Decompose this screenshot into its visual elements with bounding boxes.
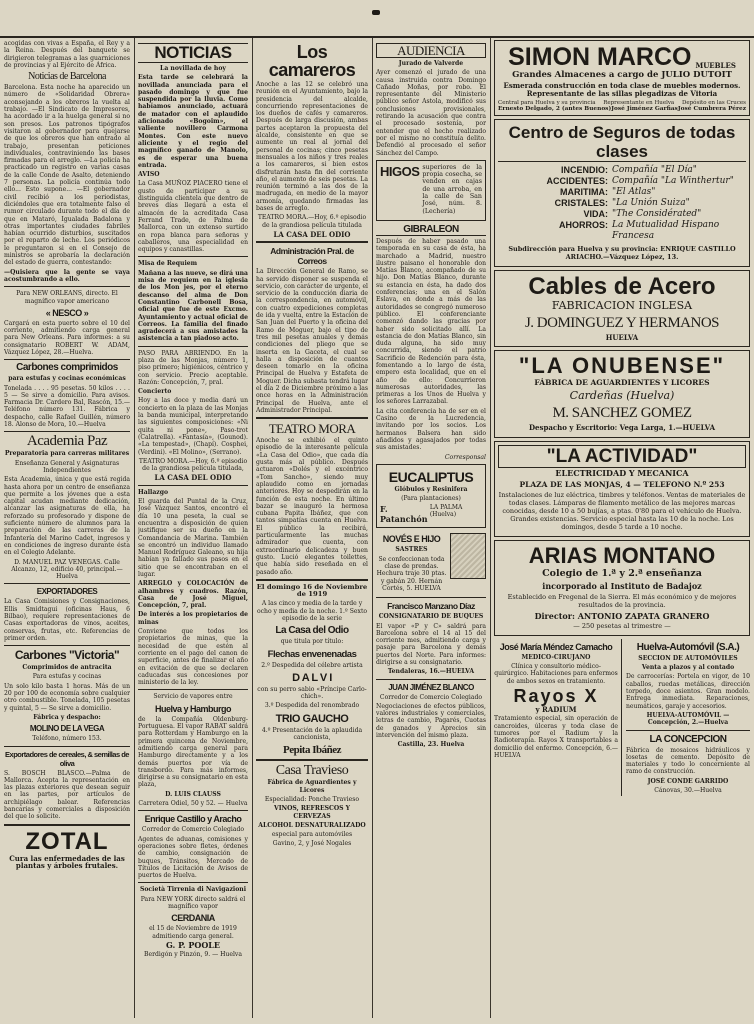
simon-title-row bbox=[498, 44, 746, 70]
simon-addr3: Depósito en las Cruces bbox=[681, 100, 746, 106]
huelva-auto-sub: SECCION DE AUTOMÓVILES bbox=[638, 654, 738, 662]
actividad-title: "LA ACTIVIDAD" bbox=[498, 445, 746, 468]
eucaliptus-addr: LA PALMA (Huelva) bbox=[429, 504, 463, 519]
victoria-addr: MOLINO DE LA VEGA bbox=[29, 724, 105, 734]
divider bbox=[138, 689, 248, 690]
column-1 bbox=[4, 40, 130, 1018]
concepcion-body: Fábrica de mosaicos hidráulicos y losetas de cemento. Depósito de materiales y todo lo concerniente al ramo de construcción. bbox=[626, 746, 750, 776]
flechas: Flechas envenenadas bbox=[267, 648, 357, 660]
travieso-sub3: VINOS, REFRESCOS Y CERVEZAS bbox=[273, 805, 351, 820]
hallazgo-head: Hallazgo bbox=[138, 488, 169, 496]
divider bbox=[256, 417, 368, 419]
trio-sub: 3.º Despedida del renombrado bbox=[264, 702, 360, 710]
manzano-sub: CONSIGNATARIO DE BUQUES bbox=[378, 613, 484, 621]
concepcion-name: JOSÉ CONDE GARRIDO bbox=[647, 777, 729, 785]
seguros-row-company: "The Considérated" bbox=[612, 209, 702, 219]
seguros-row-type: ACCIDENTES: bbox=[546, 176, 608, 186]
orleans-text: Para NEW ORLEANS, directo. El magnífico vapor americano bbox=[16, 290, 118, 305]
exportadores-body: La Casa Comisiones y Consignaciones, Ellis Smidtagui (oficinas Haus, 6 Bilbao), requiere representaciones de Casas exportadoras de vinos, aceites, conservas, frutas, etc. Referencias de primer orden. bbox=[4, 598, 130, 642]
arias-body: Establecido en Fregenal de la Sierra. El más económico y de mejores resultados de la provincia. bbox=[507, 592, 737, 609]
castillo-body: Agentes de aduanas, comisiones y operaciones sobre fletes, órdenes de cambio, consignación de buques, Tránsitos, Mercado de Títulos de Licitación de Avisos de puertos de Huelva. bbox=[138, 835, 248, 880]
simon-street: Ernesto Delgado, 2 (antes Buenos) bbox=[498, 106, 612, 112]
academia-title: Academia Paz bbox=[26, 433, 108, 450]
arias-sub2: incorporado al Instituto de Badajoz bbox=[542, 580, 702, 591]
navegacion-sub: Para NEW YORK directo saldrá el magnífico vapor bbox=[140, 895, 246, 910]
exportadores2-title: Exportadores de cereales, & semillas de oliva bbox=[5, 749, 129, 768]
huelva-auto-ad bbox=[626, 639, 750, 796]
barcelona-quote: —Quisiera que la gente se vaya acostumbrando a ello. bbox=[4, 268, 130, 283]
simon-addr2: Representante en Huelva bbox=[603, 100, 675, 106]
domingo-head: El domingo 16 de Noviembre de 1919 bbox=[256, 582, 368, 599]
camareros-title: Los camareros bbox=[268, 42, 356, 80]
eucaliptus-title: EUCALIPTUS bbox=[388, 468, 474, 485]
seguros-footer: Subdirección para Huelva y su provincia: ENRIQUE CASTILLO ARIACHO.—Vázquez López, 13. bbox=[508, 245, 736, 261]
ship-name: « NESCO » bbox=[45, 307, 89, 318]
simon-body: Esmerada construcción en toda clase de muebles modernos. Representante de las sillas plegadizas de Vitoria bbox=[503, 81, 741, 98]
domingo-film: La Casa del Odio bbox=[275, 625, 349, 637]
onubense-title: "LA ONUBENSE" bbox=[518, 353, 726, 379]
eucaliptus-sub2: (Para plantaciones) bbox=[401, 495, 461, 503]
onubense-sub: FÁBRICA DE AGUARDIENTES Y LICORES bbox=[534, 378, 710, 388]
victoria-sub2: Para estufas y cocinas bbox=[32, 673, 102, 681]
audiencia-body: Ayer comenzó el jurado de una causa instruida contra Domingo Cañado Moñas, por robo. El representante del Ministerio público señor Astola, modificó sus conclusiones provisionales, retirando la acusación que contra el procesado sostenía, por entender que el hecho realizado por el mismo no constituía delito. Defendió al procesado el señor Sánchez del Campo. bbox=[376, 69, 486, 157]
mendez-ad bbox=[494, 639, 622, 796]
divider bbox=[376, 679, 486, 680]
arias-title: ARIAS MONTANO bbox=[528, 542, 716, 568]
seguros-row-company: Compañía "El Día" bbox=[612, 165, 697, 175]
eucaliptus-row bbox=[380, 504, 482, 524]
seguros-row-type: AHORROS: bbox=[559, 220, 608, 230]
mendez-title: José María Méndez Camacho bbox=[499, 641, 613, 652]
concepcion-addr: Cánovas, 30.—Huelva bbox=[654, 787, 722, 795]
navegacion-body: el 15 de Noviembre de 1919 admitiendo carga general. bbox=[149, 925, 237, 940]
hamburg-head: Servicio de vapores entre bbox=[153, 693, 233, 701]
divider bbox=[626, 730, 750, 731]
simon-person: José Jiménez Garfias bbox=[611, 106, 678, 112]
zotal-title: ZOTAL bbox=[25, 827, 109, 855]
travieso-sub2: Especialidad: Ponche Travieso bbox=[264, 795, 360, 803]
divider bbox=[4, 431, 130, 432]
divider bbox=[138, 485, 248, 486]
simon-title: SIMON MARCO bbox=[508, 43, 692, 71]
concepcion-title: LA CONCEPCION bbox=[649, 733, 727, 745]
divider bbox=[4, 746, 130, 747]
exportadores2-body: S. BOSCH BLASCO.—Palma de Mallorca. Acepta la representación en las plazas exteriores que desean seguir en las partes, por artículos de archipiélago balear. Referencias bancarias y comerciales a disposición del que lo solicite. bbox=[4, 769, 130, 821]
gibraleon-title: GIBRALEON bbox=[376, 224, 486, 236]
seguros-row-company: "La Unión Suiza" bbox=[612, 198, 690, 208]
interes-body: Conviene que todos los propietarios de minas, que la necesidad de que estén al corriente en el pago del canon de superficie, antes de finalizar el año en evitación de que se declaren caducadas sus concesiones por ministerio de la ley. bbox=[138, 628, 248, 687]
divider bbox=[4, 645, 130, 646]
aviso-body: La Casa MUÑOZ PIACERO tiene el gusto de participar a su distinguida clientela que dentro de breves días llegará a esta el almacén de la acreditada Casa Ferrand Trade, de Palma de Mallorca, con un extenso surtido en ropa blanca para señoras y caballeros, una especialidad en equipos y canastillas. bbox=[138, 180, 248, 254]
manzano-title: Francisco Manzano Díaz bbox=[387, 601, 475, 612]
column-4 bbox=[376, 40, 486, 1018]
carbones-sub: para estufas y cocinas económicas bbox=[8, 375, 126, 383]
simon-person-row bbox=[498, 106, 746, 112]
cables-sub: FABRICACION INGLESA bbox=[551, 299, 693, 312]
manzano-body: El vapor «P y C» saldrá para Barcelona sobre el 14 al 15 del corriente mes, admitiendo carga y pasaje para Barcelona y demás puertos del Norte. Para informes: dirigirse a su consignatario. bbox=[376, 622, 486, 666]
navegacion-title: Società Tirrenia di Navigazioni bbox=[139, 886, 247, 894]
column-2 bbox=[138, 40, 248, 1018]
gibraleon-sign: Corresponsal bbox=[444, 453, 486, 461]
academia-sub2: Enseñanza General y Asignaturas Independientes bbox=[14, 459, 120, 474]
column-rule bbox=[252, 38, 253, 1018]
rayos: Rayos X bbox=[513, 686, 599, 707]
seguros-rows bbox=[498, 165, 746, 242]
bottom-ads-row bbox=[494, 639, 750, 796]
academia-body: Esta Academia, única y que está regida hasta ahora por un centro de enseñanza que permite a los jóvenes que a esta capital acudan mediante dedicación, alcanzar las asignaturas de ella, ha reforzado su profesorado y dispone de suficiente número de alumnos para la preparación de las carreras de la Infantería del Marino Cadet, ingresos y en condiciones de ingreso durante ésta en el Colegio Adelante. bbox=[4, 476, 130, 557]
seguros-title: Centro de Seguros de todas clases bbox=[498, 123, 746, 162]
arias-director: Director: ANTONIO ZAPATA GRANERO bbox=[534, 610, 710, 621]
manzano-addr: Tendaleras, 16.—HUELVA bbox=[387, 668, 475, 676]
teatro-film: LA CASA DEL ODIO bbox=[273, 229, 351, 239]
eucaliptus-sub: Glóbulos y Resinifera bbox=[394, 485, 468, 493]
academia-sub: Preparatoria para carreras militares bbox=[4, 450, 130, 458]
teatro-film: LA CASA DEL ODIO bbox=[154, 473, 232, 483]
onubense-ad bbox=[494, 350, 750, 437]
cables-ad bbox=[494, 270, 750, 347]
seguros-row bbox=[498, 176, 746, 187]
travieso-sub: Fábrica de Aguardientes y Licores bbox=[267, 779, 357, 794]
eucaliptus-name: F. Patanchón bbox=[380, 504, 428, 525]
orleans-body: Cargará en esta puerto sobre el 10 del corriente, admitiendo carga general para New Orleans. Para informes: a su consignatario ROBERT W. ADAM, Vázquez López, 28.—Huelva. bbox=[4, 319, 130, 356]
huelva-auto-sub2: Venta a plazos y al contado bbox=[641, 664, 735, 672]
navegacion-agent: G. P. POOLE bbox=[165, 939, 221, 950]
simon-sub: Grandes Almacenes a cargo de JULIO DUTOIT bbox=[512, 70, 732, 80]
arias-ad bbox=[494, 540, 750, 636]
hallazgo-body: El guarda del Puntal de la Cruz, José Vázquez Santos, encontró el día 10 una peseta, la cual se encuentra a disposición de quien justifique ser su dueño en la Comandancia de Marina. También se encontró un individuo llamado Manuel Rodríguez Galeano, su hija habían ya fallado sus pasos en el sitio que se encontraban en el lugar. bbox=[138, 498, 248, 578]
column-3 bbox=[256, 40, 368, 1018]
correos-title: Administración Pral. de Correos bbox=[270, 246, 354, 267]
concierto-body: Hoy a las doce y media dará un concierto en la plaza de las Monjas la banda municipal, interpretando las siguientes composiciones: «Ni quita ni pone», Paso-trot (Calatrella). «Fantasía», (Gounod). «La tempestad», (Chapí). Cosphei, (Verdini). «El Molino», (Serrano). bbox=[138, 397, 248, 456]
page-header bbox=[0, 0, 754, 38]
seguros-row bbox=[498, 198, 746, 209]
audiencia-title: AUDIENCIA bbox=[376, 43, 486, 58]
onubense-city: Cardeñas (Huelva) bbox=[569, 389, 675, 403]
actividad-ad bbox=[494, 441, 750, 537]
hijo-title: NOVÉS E HIJO bbox=[382, 534, 441, 545]
blanco-body: Negociaciones de efectos públicos, valores industriales y comerciales, letras de cambio, Pagarés, Cuotas de ganados y Aprecios sin intervención del mismo plaza. bbox=[376, 702, 486, 740]
seguros-row-type: CRISTALES: bbox=[554, 198, 608, 208]
gibraleon-body: Después de haber pasado una temporada en su casa de ésta, ha marchado a Madrid, nuestro ilustre paisano el honorable don Matías Blanco, acompañado de su hijo. Don Matías Blanco, durante su estancia en ésta, ha dado dos conferencias; una en el Salón Eslava, en donde a más de las autoridades se congregó numeroso público. El conferenciante comenzó dando las gracias por haber sido solicitado allí. La estancia de don Matías Blanco, sin duda alguna, ha sido muy concurrida, siendo el patrio Sacrificio de Redención para ésta, fomentando a lo largo de ésta, empero esta localidad, que en el año de ello: Concurrieron numerosas autoridades, las primeras a los Unos de Huelva y los señores Larrazabal. bbox=[376, 237, 486, 406]
mendez-body: Clínica y consultorio médico-quirúrgico. Habitaciones para enfermos de ambos sexos en tratamiento. bbox=[494, 663, 618, 685]
higos-body: superiores de la propia cosecha, se venden en cajas de una arroba, en la calle de San José, núm. 8. (Lechería) bbox=[422, 163, 482, 215]
seguros-row-company: La Mutualidad Hispano Francesa bbox=[612, 220, 720, 241]
seguros-row-company: "El Atlas" bbox=[612, 187, 656, 197]
correos-body: La Dirección General de Ramo, se ha servido disponer se suspenda el servicio, con carácter de urgente, el servicio de la conducción diaria de la correspondencia, en automóvil, con cuatro expediciones completas de ida y vuelta, entre la Estación de San Juan del Puerto y la oficina del Ramo de Moguer, bajo el tipo de tres mil pesetas anuales y demás condiciones del pliego que se inserta en la Gaceta, el cual se halla a disposición de cuantos deseen tomarlo en la oficina Principal de Huelva y Estafeta de Moguer. Dicha subasta tendrá lugar el día 2 de Diciembre próximo a las once horas en la Administración Principal de Huelva, ante el Administrador Principal. bbox=[256, 268, 368, 414]
divider bbox=[4, 583, 130, 584]
hamburg-body: de la Compañía Oldenburg-Portuguesa. El vapor RABAT saldrá para Rotterdam y Hamburgo en la primera quincena de Noviembre, admitiendo carga general para Hamburgo directamente y a los demás puertos por vía de transbordo. Para más informes, dirigirse a su consignatario en esta plaza, bbox=[138, 715, 248, 789]
flechas-sub: 2.º Despedida del célebre artista bbox=[261, 661, 363, 669]
blanco-addr: Castilla, 23. Huelva bbox=[397, 741, 465, 749]
huelva-auto-addr: HUELVA-AUTOMÓVIL — Concepción, 2.—Huelva bbox=[646, 711, 730, 727]
victoria-title: Carbones "Victoria" bbox=[14, 648, 120, 663]
onubense-addr: Despacho y Escritorio: Vega Larga, 1.—HUELVA bbox=[528, 423, 715, 433]
arias-sub: Colegio de 1.ª y 2.ª enseñanza bbox=[542, 567, 702, 579]
travieso-addr: Gavino, 2, y José Nogales bbox=[272, 840, 352, 848]
hamburg-title: Huelva y Hamburgo bbox=[154, 703, 232, 714]
aviso-head: AVISO bbox=[138, 171, 160, 179]
concierto-head: Concierto bbox=[138, 388, 172, 396]
divider bbox=[4, 286, 130, 287]
divider bbox=[256, 759, 368, 761]
domingo-body2: que titula por título: bbox=[280, 638, 344, 646]
column-rule bbox=[134, 38, 135, 1018]
trio-sub2: 4.º Presentación de la aplaudida cancionista, bbox=[261, 726, 363, 742]
actividad-addr: PLAZA DE LAS MONJAS, 4 — TELEFONO N.º 253 bbox=[519, 479, 725, 489]
navegacion-ship: CERDANIA bbox=[171, 913, 215, 924]
seguros-row-type: INCENDIO: bbox=[561, 165, 608, 175]
dalvi-sub: con su perro sabio «Príncipe Carlo-chich». bbox=[257, 685, 367, 701]
domingo-body: A las cinco y media de la tarde y ocho y media de la noche. 1.º Sexto episodio de la serie bbox=[256, 600, 368, 622]
cables-name: J. DOMINGUEZ Y HERMANOS bbox=[524, 315, 720, 331]
teatro2-title: TEATRO MORA bbox=[268, 421, 356, 437]
actividad-body: Instalaciones de luz eléctrica, timbres y teléfonos. Ventas de materiales de todas clases. Lámparas de filamento metálico de las mejores marcas conocidas, desde 10 a 50 bujías, a ptas. 0'80 para el vehículo de Huelva. Grandes existencias. Servicio especial hasta las 10 de la noche. Los domingos, desde 5 tarde a 10 noche. bbox=[498, 490, 746, 531]
blanco-title: JUAN JIMÉNEZ BLANCO bbox=[388, 682, 474, 692]
zotal-sub: Cura las enfermedades de las plantas y árboles frutales. bbox=[9, 853, 125, 870]
divider bbox=[138, 882, 248, 883]
novillada-body: Esta tarde se celebrará la novillada anunciada para el pasado domingo y que fue suspendida por la lluvia. Como habíamos anunciado, actuará de matador con el aplaudido aficionado «Bogoim», el valiente novillero Carmona Montes. Con este nuevo aliciente y el regio del magnífico ganado de Manolo, es de esperar una buena entrada. bbox=[138, 74, 248, 169]
hijo-text bbox=[376, 531, 447, 594]
barcelona-title: Noticias de Barcelona bbox=[28, 71, 106, 83]
teatro-head: TEATRO MORA.—Hoy, 6.º episodio de la grandiosa película titulada bbox=[257, 214, 367, 229]
mendez-sub: MEDICO-CIRUJANO bbox=[521, 653, 591, 661]
column-rule bbox=[372, 38, 373, 1018]
travieso-sub4: ALCOHOL DESNATURALIZADO bbox=[258, 821, 366, 829]
castillo-title: Enrique Castillo y Aracho bbox=[144, 814, 242, 825]
seguros-ad bbox=[494, 119, 750, 267]
carbones-title: Carbones comprimidos bbox=[16, 362, 118, 374]
travieso-sub5: especial para automóviles bbox=[271, 831, 353, 839]
victoria-sub: Comprimidos de antracita bbox=[22, 664, 112, 672]
camareros-body: Anoche a las 12 se celebró una reunión en el Ayuntamiento, bajo la presidencia del alcalde, concurriendo representaciones de los dueños de cafés y camareros. Después de larga discusión, ambas partes aceptaron la propuesta del alcalde, consistente en que se aumente un real al jornal del personal de cocinas; cinco pesetas mensuales a los niños y tres reales a los camareros, si bien estos disfrutarán hasta fin del corriente año, el aumento de seis pesetas. La reunión terminó a las dos de la madrugada, en medio de la mayor armonía, quedando firmadas las bases de arreglo. bbox=[256, 81, 368, 213]
arias-price: — 250 pesetas al trimestre — bbox=[573, 621, 671, 630]
requiem-body: Mañana a las nueve, se dirá una misa de requiem en la iglesia de los Mon jes, por el eterno descanso del alma de Don Constantino Carbonell Bosa, oficial que fue de este Excmo. Ayuntamiento y actual oficial de Correos. La familia del finado agradecerá a sus amistades la asistencia a tan piadoso acto. bbox=[138, 269, 248, 343]
onubense-name: M. SANCHEZ GOMEZ bbox=[552, 405, 692, 422]
simon-ad bbox=[494, 40, 750, 116]
actividad-sub: ELECTRICIDAD Y MECANICA bbox=[555, 467, 689, 478]
simon-muebles: MUEBLES bbox=[695, 61, 736, 70]
huelva-auto-title: Huelva-Automóvil (S.A.) bbox=[636, 641, 740, 653]
intro-text: acogidas con vivas a España, el Rey y a la Reina. Después del banquete se dirigieron telegramas a las guarniciones de provincias y al Ejército de África. bbox=[4, 40, 130, 69]
carbones-body: Tonelada . . . . 95 pesetas. 50 kilos . . . . 5 — Se sirve a domicilio. Para avisos. Farmacia Dr. Cardero Bal, Rascón, 15.—Teléfono número 131. Fábrica y despacho, calle Rafael Guillén, número 18. Alonso de Mora, 10.—Huelva bbox=[4, 384, 130, 429]
higos-ad bbox=[376, 160, 486, 221]
simon-addr1: Central para Huelva y su provincia bbox=[498, 100, 596, 106]
blanco-sub: Corredor de Comercio Colegiado bbox=[379, 693, 483, 701]
seguros-row-type: VIDA: bbox=[583, 209, 608, 219]
pepita: Pepita Ibáñez bbox=[283, 744, 341, 757]
hijo-body: Se confeccionan toda clase de prendas. Hechura traje 30 ptas. y gabán 20. Hernán Cortés, 5. HUELVA bbox=[376, 555, 447, 592]
column-5 bbox=[494, 40, 750, 1018]
column-rule bbox=[490, 38, 491, 1018]
hamburg-agent: D. LUIS CLAUSS bbox=[165, 790, 221, 798]
interes-head: De interés a los propietarios de minas bbox=[138, 611, 248, 626]
seguros-row bbox=[498, 187, 746, 198]
huelva-auto-body: De carrocerías: Portela en vigor, de 10 caballos, ruedas metálicas, dirección torpedo, doce asientos. Gran modelo. Entrega inmediata. Reparaciones, neumáticos, garaje y accesorios. bbox=[626, 673, 750, 710]
audiencia-sub: Jurado de Valverde bbox=[398, 60, 464, 67]
barcelona-text: Barcelona. Esta noche ha aparecido un número de «Solidaridad Obrera» aconsejando a los obreros la vuelta al trabajo. —El Sindicato de Impresores, ha acordado ir a la huelga general si no son presos. Los patronos tipógrafos visitaron al gobernador para quejarse de que los obreros que han entrado al trabajo, presentan peticiones individuales, contraviniendo las bases firmadas para el arreglo. —La policía ha practicado un registro en varias casas de la calle Conde de Asalto, deteniendo 7 personas. La policía continúa todo ello... Esto supone... —El gobernador civil recibió a los periodistas, diciéndoles que era totalmente falso el rumor circulado durante todo el día de que en Mataró, Igualada Badalona y otras importantes ciudades fabriles habían ocurrido disturbios, suscitados por el reparto de leche. Los periódicos le preguntaron si en el Consejo de ministros se aprobaría la declaración del estado de guerra, contestando: bbox=[4, 84, 130, 267]
header-ornament bbox=[372, 10, 380, 15]
seguros-row bbox=[498, 209, 746, 220]
travieso-title: Casa Travieso bbox=[275, 763, 349, 779]
requiem-head: Misa de Requiem bbox=[138, 260, 198, 268]
novillada-head: La novillada de hoy bbox=[160, 65, 226, 72]
trio: TRIO GAUCHO bbox=[275, 712, 349, 725]
seguros-row-company: Compañía "La Winthertur" bbox=[612, 176, 734, 186]
victoria-phone: Teléfono, número 153. bbox=[32, 735, 102, 743]
seguros-row bbox=[498, 165, 746, 176]
academia-footer: D. MANUEL PAZ VENEGAS. Calle Alcanzo, 12, edificio 40, principal.—Huelva bbox=[11, 558, 123, 581]
victoria-body: Un solo kilo basta 1 horas. Más de un 20 por 100 de economía sobre cualquier otro combustible. Tonelada, 105 pesetas y quintal, 5 — Se sirve a domicilio. bbox=[4, 682, 130, 712]
noticias-title: NOTICIAS bbox=[138, 43, 248, 63]
divider bbox=[376, 597, 486, 598]
castillo-sub: Corredor de Comercio Colegiado bbox=[141, 826, 245, 834]
seguros-row-type: MARITIMA: bbox=[560, 187, 608, 197]
tailor-figure-illustration bbox=[450, 533, 486, 579]
exportadores-title: EXPORTADORES bbox=[36, 587, 98, 597]
teatro-head: TEATRO MORA.—Hoy, 6.º episodio de la grandiosa película titulada, bbox=[138, 457, 248, 473]
divider bbox=[138, 256, 248, 257]
gibraleon-body2: La cita conferencia ha de ser en el Casino de la Lucredencia, invitando por los socios. Los hermanos Balsera han sido añadidos y agasajados por todas sus amistades. bbox=[376, 407, 486, 452]
divider bbox=[256, 241, 368, 243]
divider bbox=[138, 346, 248, 347]
hijo-ad bbox=[376, 531, 486, 594]
mendez-body2: Tratamiento especial, sin operación de cancroides, úlceras y toda clase de tumores por el Radium y la Radioterapia. Rayos X transportables a domicilio del enfermo. Concepción, 6.—HUELVA bbox=[494, 715, 618, 759]
radium: y RADIUM bbox=[535, 705, 577, 715]
divider bbox=[4, 824, 130, 826]
divider bbox=[138, 810, 248, 811]
seguros-row bbox=[498, 220, 746, 242]
navegacion-addr: Berdigón y Pinzón, 9. — Huelva bbox=[144, 951, 242, 959]
cables-city: HUELVA bbox=[605, 333, 639, 342]
divider bbox=[256, 579, 368, 581]
arreglo-head: ARREGLO y COLOCACIÓN de alhambres y cuadros. Razón, Casa de José Miguel, Concepción, 7, pral. bbox=[138, 580, 248, 610]
eucaliptus-ad bbox=[376, 464, 486, 529]
paso-body: PASO PARA ABRIENDO. En la plaza de las Monjas, número 1, piso primero; higiénicos, céntrico y con servicio. Precio aceptable. Razón: Concepción, 7, pral. bbox=[138, 349, 248, 386]
divider bbox=[4, 359, 130, 360]
higos-title: HIGOS bbox=[380, 163, 420, 179]
teatro2-body: Anoche se exhibió el quinto episodio de la interesante película «La Casa del Odio», que cada día gusta más al público. Después actuaron «Dolés y el excéntrico «Tom Sancho», siendo muy aplaudido como en jornadas anteriores. Hoy se despedirán en la función de esta noche. En último bazar se inauguró la hermosa cubana Papita Ibáñez, que con tantos simpatías cuenta en Huelva. El público la recibirá, particularmente las muchas admirador que cuenta, con extraordinario delicadeza y buen gusto. Lució elegantes toilettes, que había sido reseñada en el pasado año. bbox=[256, 437, 368, 576]
victoria-sub3: Fábrica y despacho: bbox=[33, 713, 101, 721]
hijo-sub: SASTRES bbox=[395, 546, 428, 554]
simon-person2: José Cumbrera Pérez bbox=[677, 106, 746, 112]
cables-title: Cables de Acero bbox=[528, 273, 716, 300]
hamburg-addr: Carretera Odiel, 50 y 52. — Huelva bbox=[138, 800, 248, 808]
dalvi: D A L V I bbox=[292, 671, 332, 684]
